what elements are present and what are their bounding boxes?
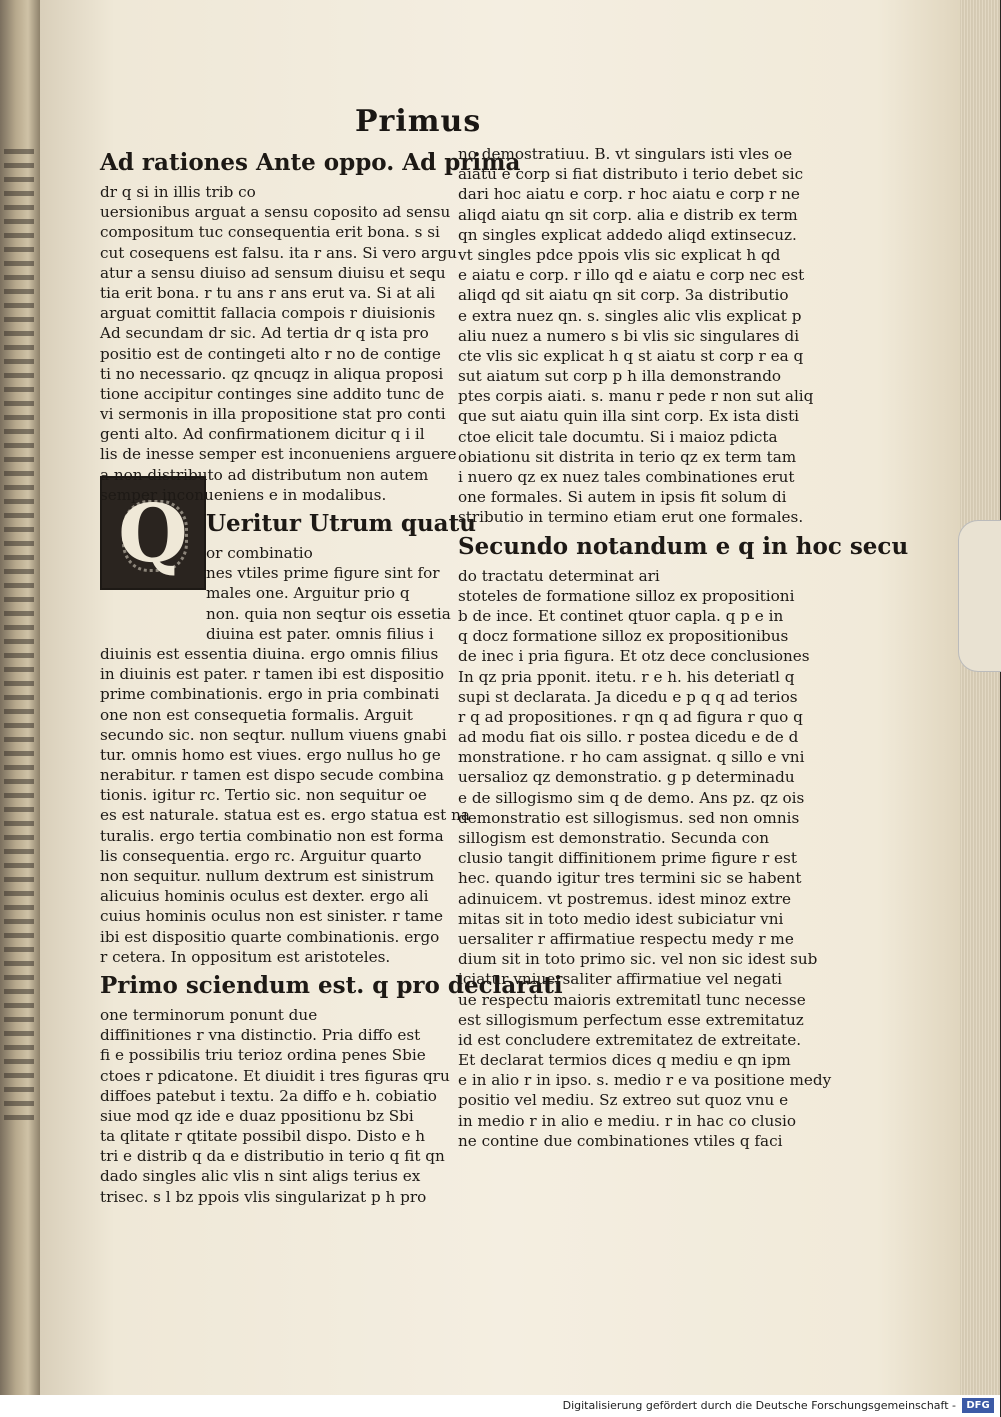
text-line: nerabitur. r tamen est dispo secude combina (100, 766, 444, 785)
text-line: no demostratiuu. B. vt singulars isti vles oe (458, 145, 793, 163)
text-line: hec. quando igitur tres termini sic se habent (458, 869, 802, 888)
text-line: r cetera. In oppositum est aristoteles. (100, 947, 391, 966)
text-line: es est naturale. statua est es. ergo statua est na (100, 806, 470, 825)
text-line: iciatur vniuersaliter affirmatiue vel negati (458, 970, 782, 989)
text-line: siue mod qz ide e duaz ppositionu bz Sbi (100, 1106, 414, 1125)
text-line: prime combinationis. ergo in pria combinati (100, 685, 440, 704)
text-line: compositum tuc consequentia erit bona. s si (100, 223, 440, 242)
text-line: males one. Arguitur prio q (206, 584, 410, 603)
text-line: vi sermonis in illa propositione stat pro conti (100, 405, 446, 424)
text-line: stributio in termino etiam erut one formales. (458, 508, 804, 527)
text-line: atur a sensu diuiso ad sensum diuisu et sequ (100, 263, 446, 282)
text-line: tionis. igitur rc. Tertio sic. non sequitur oe (100, 786, 427, 805)
text-line: supi st declarata. Ja dicedu e p q q ad terios (458, 687, 798, 706)
text-line: a non distributo ad distributum non autem (100, 465, 429, 484)
text-line: aliu nuez a numero s bi vlis sic singulares di (458, 326, 800, 345)
text-line: fi e possibilis triu terioz ordina penes Sbie (100, 1046, 426, 1065)
text-line: e in alio r in ipso. s. medio r e va positione medy (458, 1071, 832, 1090)
text-line: dr q si in illis trib co (100, 183, 256, 201)
text-line: de inec i pria figura. Et otz dece conclusiones (458, 647, 810, 666)
text-line: b de ince. Et continet qtuor capla. q p e in (458, 606, 784, 625)
text-line: r q ad propositiones. r qn q ad figura r quo q (458, 707, 803, 726)
text-line: cut cosequens est falsu. ita r ans. Si vero argu (100, 243, 457, 262)
text-line: cte vlis sic explicat h q st aiatu st corp r ea q (458, 346, 804, 365)
page-clip (958, 520, 1001, 672)
text-line: alicuius hominis oculus est dexter. ergo ali (100, 887, 429, 906)
text-line: Secundo notandum e q in hoc secu (458, 532, 909, 560)
text-line: ptes corpis aiati. s. manu r pede r non sut aliq (458, 387, 814, 406)
text-line: non. quia non seqtur ois essetia (206, 604, 451, 623)
text-line: tia erit bona. r tu ans r ans erut va. Si at ali (100, 283, 436, 302)
text-line: diffoes patebut i textu. 2a diffo e h. cobiatio (100, 1086, 437, 1105)
text-line: ctoe elicit tale documtu. Si i maioz pdicta (458, 427, 778, 446)
text-line: one non est consequetia formalis. Arguit (100, 705, 413, 724)
text-line: diuina est pater. omnis filius i (206, 624, 434, 643)
text-line: semper inconueniens e in modalibus. (100, 485, 387, 504)
text-line: Et declarat termios dices q mediu e qn ipm (458, 1051, 791, 1070)
page-block-edge (960, 0, 1000, 1395)
text-line: vt singles pdce ppois vlis sic explicat h qd (458, 245, 781, 264)
text-line: uersionibus arguat a sensu coposito ad sensu (100, 203, 451, 222)
text-line: e de sillogismo sim q de demo. Ans pz. qz ois (458, 788, 805, 807)
text-line: lis consequentia. ergo rc. Arguitur quarto (100, 846, 422, 865)
text-line: que sut aiatu quin illa sint corp. Ex ista disti (458, 407, 800, 426)
text-line: positio vel mediu. Sz extreo sut quoz vnu e (458, 1091, 789, 1110)
text-line: trisec. s l bz ppois vlis singularizat p h pro (100, 1187, 427, 1206)
text-line: or combinatio (206, 544, 313, 562)
text-line: qn singles explicat addedo aliqd extinsecuz. (458, 225, 797, 244)
text-line: one formales. Si autem in ipsis fit solum di (458, 488, 787, 507)
text-line: sut aiatum sut corp p h illa demonstrando (458, 367, 782, 386)
text-line: tur. omnis homo est viues. ergo nullus ho ge (100, 745, 441, 764)
text-line: adinuicem. vt postremus. idest minoz extre (458, 889, 791, 908)
text-line: demonstratio est sillogismus. sed non omnis (458, 808, 800, 827)
text-line: aiatu e corp si fiat distributo i terio debet sic (458, 165, 804, 184)
text-line: do tractatu determinat ari (458, 566, 660, 585)
text-line: ne contine due combinationes vtiles q faci (458, 1131, 783, 1150)
text-line: dium sit in toto primo sic. vel non sic idest sub (458, 950, 818, 969)
text-line: nes vtiles prime figure sint for (206, 564, 440, 583)
text-line: dari hoc aiatu e corp. r hoc aiatu e corp r ne (458, 185, 800, 204)
text-line: mitas sit in toto medio idest subiciatur vni (458, 909, 784, 928)
text-line: clusio tangit diffinitionem prime figure r est (458, 849, 797, 868)
text-line: ibi est dispositio quarte combinationis. ergo (100, 927, 440, 946)
text-line: i nuero qz ex nuez tales combinationes erut (458, 468, 795, 486)
text-line: uersaliter r affirmatiue respectu medy r me (458, 929, 794, 948)
text-line: tione accipitur continges sine addito tunc de (100, 384, 445, 403)
text-line: q docz formatione silloz ex propositionibus (458, 627, 789, 646)
text-line: obiationu sit distrita in terio qz ex term tam (458, 447, 797, 466)
text-line: aliqd qd sit aiatu qn sit corp. 3a distributio (458, 286, 789, 305)
text-line: Primo sciendum est. q pro declarati (100, 971, 563, 999)
text-line: in medio r in alio e mediu. r in hac co clusio (458, 1111, 797, 1130)
facing-page-edge (0, 0, 40, 1395)
text-line: genti alto. Ad confirmationem dicitur q i il (100, 425, 425, 444)
text-line: in diuinis est pater. r tamen ibi est dispositio (100, 665, 444, 684)
text-line: In qz pria pponit. itetu. r e h. his deteriatl q (458, 667, 795, 686)
text-line: dado singles alic vlis n sint aligs terius ex (100, 1167, 421, 1186)
text-line: tri e distrib q da e distributio in terio q fit qn (100, 1147, 445, 1166)
digitization-footer (0, 1395, 1000, 1417)
text-line: secundo sic. non seqtur. nullum viuens gnabi (100, 725, 447, 744)
text-line: Ueritur Utrum quatu (206, 510, 476, 537)
text-line: non sequitur. nullum dextrum est sinistrum (100, 867, 435, 885)
right-text-column (458, 144, 909, 1151)
page-heading: Primus (355, 104, 482, 139)
text-line: uersalioz qz demonstratio. g p determinadu (458, 768, 795, 787)
text-line: positio est de contingeti alto r no de contige (100, 344, 441, 363)
text-line: ue respectu maioris extremitatl tunc necesse (458, 990, 806, 1009)
text-line: est sillogismum perfectum esse extremitatuz (458, 1010, 804, 1029)
text-line: arguat comittit fallacia compois r diuisionis (100, 304, 436, 323)
text-line: ctoes r pdicatone. Et diuidit i tres figuras qru (100, 1066, 450, 1085)
footer-credit: Digitalisierung gefördert durch die Deutsche Forschungsgemeinschaft - (562, 1399, 956, 1412)
text-line: turalis. ergo tertia combinatio non est forma (100, 826, 444, 845)
dfg-logo: DFG (962, 1398, 994, 1413)
text-line: ti no necessario. qz qncuqz in aliqua proposi (100, 364, 444, 383)
text-line: ta qlitate r qtitate possibil dispo. Disto e h (100, 1127, 426, 1146)
initial-letter: Q (118, 486, 188, 580)
text-line: sillogism est demonstratio. Secunda con (458, 829, 770, 847)
text-line: ad modu fiat ois sillo. r postea dicedu e de d (458, 728, 799, 747)
text-line: Ad secundam dr sic. Ad tertia dr q ista pro (100, 324, 429, 343)
text-line: id est concludere extremitatez de extreitate. (458, 1030, 802, 1049)
text-line: stoteles de formatione silloz ex propositioni (458, 586, 795, 605)
text-line: cuius hominis oculus non est sinister. r tame (100, 907, 443, 926)
text-line: aliqd aiatu qn sit corp. alia e distrib ex term (458, 205, 798, 224)
text-line: lis de inesse semper est inconueniens arguere (100, 445, 457, 464)
text-line: one terminorum ponunt due (100, 1005, 318, 1024)
text-line: Ad rationes Ante oppo. Ad prima (100, 149, 521, 176)
text-line: e aiatu e corp. r illo qd e aiatu e corp nec est (458, 266, 805, 285)
text-line: diffinitiones r vna distinctio. Pria diffo est (100, 1026, 421, 1045)
text-line: diuinis est essentia diuina. ergo omnis filius (100, 644, 439, 663)
text-line: e extra nuez qn. s. singles alic vlis explicat p (458, 306, 802, 325)
text-line: monstratione. r ho cam assignat. q sillo e vni (458, 748, 805, 767)
